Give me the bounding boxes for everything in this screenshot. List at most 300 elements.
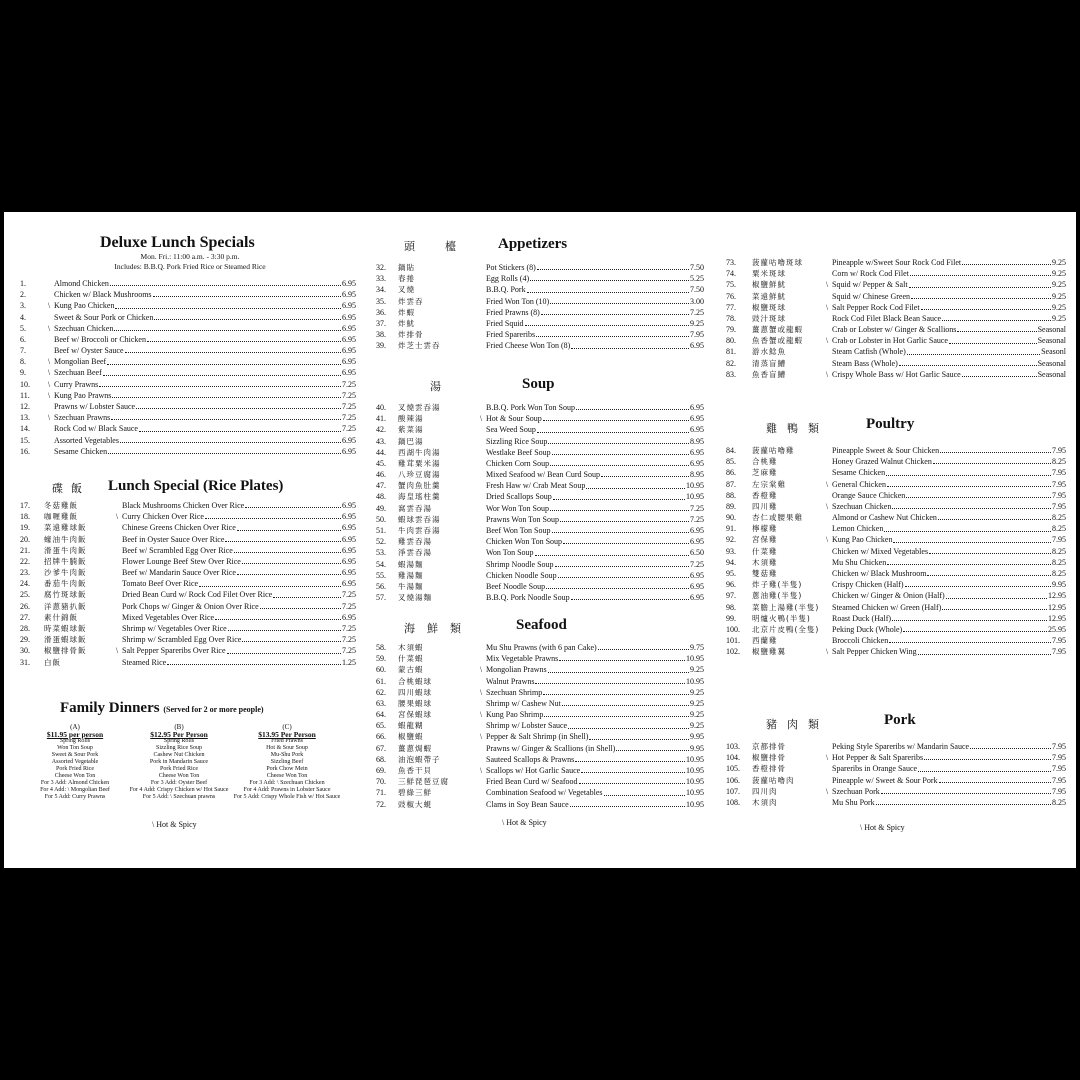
- item-number: 15.: [20, 435, 30, 445]
- dot-leader: [910, 275, 1051, 276]
- dot-leader: [199, 586, 341, 587]
- menu-item: [376, 525, 704, 536]
- family-col-b: [124, 724, 234, 801]
- item-price: 7.25: [342, 402, 356, 412]
- menu-item: [726, 646, 1066, 657]
- hot-spicy-icon: \: [115, 646, 119, 656]
- item-price: 7.25: [342, 624, 356, 634]
- item-number: 89.: [726, 501, 736, 511]
- item-name: Szechuan Beef: [54, 368, 102, 378]
- item-number: 5.: [20, 323, 26, 333]
- item-number: 14.: [20, 424, 30, 434]
- appetizers-cn-title: 頭檯: [404, 240, 486, 253]
- pork-list: [726, 741, 1066, 808]
- item-price: 6.95: [342, 545, 356, 555]
- item-price: 7.95: [1052, 647, 1066, 657]
- item-name: Salt Pepper Chicken Wing: [832, 647, 917, 657]
- family-package-price: $11.95 per person: [46, 730, 104, 739]
- item-chinese-name: 菠蘿咕嚕肉: [752, 775, 795, 785]
- item-number: 74.: [726, 269, 736, 279]
- lunch-special-cn-title: 碟飯: [52, 482, 90, 495]
- item-chinese-name: 檸檬雞: [752, 524, 778, 534]
- item-number: 66.: [376, 732, 386, 742]
- family-subtitle: (Served for 2 or more people): [163, 705, 264, 714]
- menu-item: [376, 514, 704, 525]
- item-number: 62.: [376, 687, 386, 697]
- item-name: Crab or Lobster w/ Ginger & Scallions: [832, 325, 957, 335]
- dot-leader: [942, 320, 1051, 321]
- item-number: 82.: [726, 358, 736, 368]
- item-price: 6.95: [690, 341, 704, 351]
- item-price: 7.95: [1052, 490, 1066, 500]
- item-name: Almond or Cashew Nut Chicken: [832, 513, 937, 523]
- dot-leader: [949, 343, 1037, 344]
- item-chinese-name: 蝦龍糊: [398, 721, 424, 731]
- menu-item: [376, 776, 704, 787]
- item-chinese-name: 八珍豆腐湯: [398, 470, 441, 480]
- item-number: 17.: [20, 500, 30, 510]
- item-price: 7.25: [342, 390, 356, 400]
- item-price: 6.95: [690, 570, 704, 580]
- item-chinese-name: 炸子雞(半隻): [752, 580, 803, 590]
- menu-item: [20, 578, 356, 589]
- item-price: 7.95: [690, 330, 704, 340]
- menu-item: [726, 557, 1066, 568]
- dot-leader: [546, 588, 689, 589]
- hot-spicy-icon: \: [825, 535, 829, 545]
- dot-leader: [940, 452, 1051, 453]
- item-chinese-name: 菠蘿咕嚕雞: [752, 445, 795, 455]
- item-name: Hot & Sour Soup: [486, 414, 542, 424]
- item-price: 6.95: [342, 523, 356, 533]
- item-number: 46.: [376, 470, 386, 480]
- family-package-item: Assorted Vegetable: [51, 759, 99, 765]
- item-chinese-name: 牛肉雲吞湯: [398, 526, 441, 536]
- menu-item: [20, 412, 356, 423]
- item-chinese-name: 薑蔥焗蝦: [398, 743, 432, 753]
- menu-item: [376, 307, 704, 318]
- hot-spicy-icon: \: [479, 665, 483, 675]
- menu-item: [376, 503, 704, 514]
- dot-leader: [537, 432, 689, 433]
- item-number: 50.: [376, 514, 386, 524]
- item-chinese-name: 杏仁或腰果雞: [752, 513, 803, 523]
- item-name: Squid w/ Chinese Green: [832, 291, 910, 301]
- item-chinese-name: 炸雲吞: [398, 296, 424, 306]
- item-number: 76.: [726, 291, 736, 301]
- item-name: Fried Spareribs: [486, 330, 536, 340]
- item-chinese-name: 炸芝士雲吞: [398, 341, 441, 351]
- hot-spicy-note-left: \ Hot & Spicy: [152, 820, 197, 829]
- menu-item: [376, 765, 704, 776]
- item-price: 10.95: [686, 788, 704, 798]
- item-name: Peking Duck (Whole): [832, 624, 903, 634]
- item-number: 39.: [376, 341, 386, 351]
- item-number: 3.: [20, 301, 26, 311]
- menu-item: [376, 436, 704, 447]
- item-number: 9.: [20, 368, 26, 378]
- hot-spicy-icon: \: [825, 753, 829, 763]
- dot-leader: [575, 761, 685, 762]
- item-number: 54.: [376, 559, 386, 569]
- family-package-item: For 5 Add: Crispy Whole Fish w/ Hot Sauce: [233, 794, 341, 800]
- hot-spicy-icon: \: [825, 501, 829, 511]
- item-name: Pot Stickers (8): [486, 262, 536, 272]
- menu-item: [20, 423, 356, 434]
- item-price: 7.25: [342, 635, 356, 645]
- menu-item: [20, 634, 356, 645]
- item-price: 7.25: [342, 590, 356, 600]
- item-name: Roast Duck (Half): [832, 613, 892, 623]
- item-number: 64.: [376, 710, 386, 720]
- menu-item: [20, 401, 356, 412]
- menu-item: [20, 379, 356, 390]
- hot-spicy-icon: \: [115, 512, 119, 522]
- menu-item: [726, 501, 1066, 512]
- item-price: 7.25: [690, 307, 704, 317]
- item-chinese-name: 窩雲吞湯: [398, 503, 432, 513]
- item-chinese-name: 雙菇雞: [752, 569, 778, 579]
- item-number: 103.: [726, 741, 740, 751]
- dot-leader: [558, 577, 689, 578]
- item-number: 58.: [376, 642, 386, 652]
- dot-leader: [537, 269, 689, 270]
- menu-item: [376, 732, 704, 743]
- item-number: 79.: [726, 325, 736, 335]
- lunch-special-title: Lunch Special (Rice Plates): [108, 478, 284, 494]
- item-chinese-name: 叉燒: [398, 285, 415, 295]
- dot-leader: [552, 454, 689, 455]
- item-chinese-name: 腰果蝦球: [398, 698, 432, 708]
- item-price: 6.95: [342, 323, 356, 333]
- fish-list: [726, 257, 1066, 380]
- item-price: 3.00: [690, 296, 704, 306]
- item-number: 75.: [726, 280, 736, 290]
- item-chinese-name: 時菜蝦球飯: [44, 624, 87, 634]
- item-number: 25.: [20, 590, 30, 600]
- dot-leader: [559, 660, 685, 661]
- item-number: 10.: [20, 379, 30, 389]
- menu-item: [726, 797, 1066, 808]
- item-name: B.B.Q. Pork Won Ton Soup: [486, 402, 575, 412]
- item-price: 9.25: [1052, 269, 1066, 279]
- family-package-item: Pork Fried Rice: [56, 766, 94, 772]
- item-number: 88.: [726, 490, 736, 500]
- menu-item: [376, 469, 704, 480]
- item-name: Lemon Chicken: [832, 524, 884, 534]
- menu-item: [726, 590, 1066, 601]
- item-chinese-name: 春捲: [398, 274, 415, 284]
- item-price: 6.95: [342, 556, 356, 566]
- dot-leader: [970, 748, 1051, 749]
- deluxe-hours: Mon. Fri.: 11:00 a.m. - 3:30 p.m.: [140, 252, 240, 261]
- item-price: 5.25: [690, 274, 704, 284]
- item-name: Spareribs in Orange Sauce: [832, 764, 918, 774]
- appetizers-title: Appetizers: [498, 236, 568, 252]
- family-package-item: Won Ton Soup: [57, 745, 93, 751]
- item-name: Szechuan Prawns: [54, 413, 111, 423]
- item-price: 7.95: [1052, 775, 1066, 785]
- item-number: 106.: [726, 775, 740, 785]
- item-chinese-name: 滑蛋牛肉飯: [44, 545, 87, 555]
- dot-leader: [139, 431, 341, 432]
- dot-leader: [550, 303, 689, 304]
- item-price: 9.25: [690, 710, 704, 720]
- item-name: Szechuan Shrimp: [486, 687, 543, 697]
- item-price: 8.25: [1052, 524, 1066, 534]
- menu-item: [20, 278, 356, 289]
- family-package-label: (A): [70, 723, 80, 731]
- item-chinese-name: 雞雲吞湯: [398, 537, 432, 547]
- item-price: 7.95: [1052, 786, 1066, 796]
- seafood-cn-title: 海鮮類: [404, 622, 473, 635]
- item-name: Tomato Beef Over Rice: [122, 579, 199, 589]
- family-package-item: Spring Rolls: [163, 738, 195, 744]
- item-chinese-name: 雞湯麵: [398, 570, 424, 580]
- family-package-item: Pork Fried Rice: [160, 766, 198, 772]
- item-name: Kung Pao Shrimp: [486, 710, 544, 720]
- hot-spicy-icon: \: [479, 687, 483, 697]
- item-number: 42.: [376, 425, 386, 435]
- item-name: Shrimp w/ Lobster Sauce: [486, 721, 568, 731]
- item-number: 32.: [376, 262, 386, 272]
- dot-leader: [957, 331, 1036, 332]
- dot-leader: [237, 574, 341, 575]
- item-price: 6.95: [342, 500, 356, 510]
- item-number: 31.: [20, 657, 30, 667]
- menu-item: [726, 456, 1066, 467]
- item-price: Seasonal: [1037, 325, 1066, 335]
- item-name: General Chicken: [832, 479, 886, 489]
- menu-item: [376, 787, 704, 798]
- item-chinese-name: 明爐火鴨(半隻): [752, 613, 811, 623]
- item-number: 6.: [20, 334, 26, 344]
- dot-leader: [911, 298, 1051, 299]
- item-name: Fried Squid: [486, 318, 524, 328]
- item-chinese-name: 紫菜湯: [398, 425, 424, 435]
- item-chinese-name: 清蒸盲鰽: [752, 358, 786, 368]
- item-price: 6.95: [690, 537, 704, 547]
- item-name: Wor Won Ton Soup: [486, 503, 549, 513]
- hot-spicy-icon: \: [47, 301, 51, 311]
- dot-leader: [225, 541, 341, 542]
- item-price: 9.25: [690, 698, 704, 708]
- pork-cn-title: 豬肉類: [766, 718, 829, 731]
- item-chinese-name: 菜膽上湯雞(半隻): [752, 602, 820, 612]
- dot-leader: [108, 453, 341, 454]
- dot-leader: [568, 728, 689, 729]
- menu-item: [376, 296, 704, 307]
- menu-item: [726, 523, 1066, 534]
- poultry-list: [726, 445, 1066, 658]
- item-chinese-name: 叉燒湯麵: [398, 593, 432, 603]
- item-price: 9.25: [1052, 302, 1066, 312]
- item-price: 25.95: [1048, 624, 1066, 634]
- item-name: Mongolian Prawns: [486, 665, 547, 675]
- menu-item: [376, 743, 704, 754]
- item-number: 19.: [20, 523, 30, 533]
- menu-item: [726, 257, 1066, 268]
- dot-leader: [884, 531, 1051, 532]
- item-price: 12.95: [1048, 591, 1066, 601]
- family-package-item: For 5 Add: Curry Prawns: [44, 794, 106, 800]
- item-chinese-name: 什菜雞: [752, 546, 778, 556]
- item-number: 80.: [726, 336, 736, 346]
- item-name: Sauteed Scallops & Prawns: [486, 754, 575, 764]
- family-package-item: For 4 Add: \ Mongolian Beef: [40, 787, 110, 793]
- hot-spicy-note-right: \ Hot & Spicy: [860, 823, 905, 832]
- menu-item: [726, 568, 1066, 579]
- menu-item: [726, 479, 1066, 490]
- menu-item: [376, 570, 704, 581]
- menu-item: [20, 368, 356, 379]
- item-chinese-name: 滑蛋蝦球飯: [44, 635, 87, 645]
- menu-item: [726, 579, 1066, 590]
- item-price: 10.95: [686, 754, 704, 764]
- family-package-item: Fried Prawns: [271, 738, 303, 744]
- item-price: 10.95: [686, 492, 704, 502]
- item-number: 52.: [376, 537, 386, 547]
- dot-leader: [245, 507, 341, 508]
- dot-leader: [550, 465, 689, 466]
- item-number: 67.: [376, 743, 386, 753]
- menu-item: [376, 709, 704, 720]
- dot-leader: [548, 443, 689, 444]
- item-price: 7.95: [1052, 764, 1066, 774]
- hot-spicy-icon: \: [479, 414, 483, 424]
- item-name: Honey Grazed Walnut Chicken: [832, 457, 932, 467]
- item-name: Beef Noodle Soup: [486, 581, 546, 591]
- item-chinese-name: 冬菇雞飯: [44, 500, 78, 510]
- item-price: 6.95: [342, 568, 356, 578]
- family-title: [60, 700, 264, 717]
- dot-leader: [167, 664, 341, 665]
- item-number: 65.: [376, 721, 386, 731]
- menu-item: [376, 402, 704, 413]
- item-name: Rock Cod w/ Black Sauce: [54, 424, 138, 434]
- item-name: Beef Won Ton Soup: [486, 526, 551, 536]
- menu-item: [376, 458, 704, 469]
- item-name: Sea Weed Soup: [486, 425, 536, 435]
- item-name: Hot Pepper & Salt Spareribs: [832, 753, 924, 763]
- item-name: Chicken w/ Black Mushrooms: [54, 290, 152, 300]
- item-price: 9.95: [690, 732, 704, 742]
- item-price: 9.95: [690, 743, 704, 753]
- item-chinese-name: 京都排骨: [752, 741, 786, 751]
- item-number: 100.: [726, 624, 740, 634]
- dot-leader: [616, 750, 689, 751]
- poultry-cn-title: 雞鴨類: [766, 422, 829, 435]
- dot-leader: [153, 296, 341, 297]
- item-chinese-name: 牛湯麵: [398, 581, 424, 591]
- item-name: Clams in Soy Bean Sauce: [486, 799, 569, 809]
- item-price: 6.95: [342, 512, 356, 522]
- item-chinese-name: 招牌牛腩飯: [44, 556, 87, 566]
- item-number: 102.: [726, 647, 740, 657]
- menu-item: [20, 522, 356, 533]
- item-chinese-name: 炸排骨: [398, 330, 424, 340]
- item-price: 7.25: [342, 601, 356, 611]
- dot-leader: [918, 771, 1051, 772]
- item-number: 60.: [376, 665, 386, 675]
- item-name: B.B.Q. Pork Noodle Soup: [486, 593, 570, 603]
- item-number: 101.: [726, 636, 740, 646]
- item-number: 94.: [726, 557, 736, 567]
- item-number: 18.: [20, 512, 30, 522]
- item-chinese-name: 北京片皮鴨(全隻): [752, 624, 820, 634]
- lunch-special-list: [20, 500, 356, 668]
- menu-item: [376, 273, 704, 284]
- item-name: Mu Shu Pork: [832, 797, 875, 807]
- dot-leader: [598, 649, 689, 650]
- item-chinese-name: 四川肉: [752, 786, 778, 796]
- item-chinese-name: 魚香蟹或龍蝦: [752, 336, 803, 346]
- item-price: 10.95: [686, 654, 704, 664]
- soup-cn-title: 湯: [430, 380, 449, 393]
- item-name: Pineapple w/ Sweet & Sour Pork: [832, 775, 938, 785]
- hot-spicy-icon: \: [479, 710, 483, 720]
- item-number: 20.: [20, 534, 30, 544]
- family-package-label: (C): [282, 723, 292, 731]
- family-package-item: Mu-Shu Pork: [270, 752, 304, 758]
- item-number: 16.: [20, 446, 30, 456]
- dot-leader: [889, 642, 1051, 643]
- item-price: 7.95: [1052, 479, 1066, 489]
- item-name: B.B.Q. Pork: [486, 285, 526, 295]
- item-name: Orange Sauce Chicken: [832, 490, 906, 500]
- menu-item: [726, 512, 1066, 523]
- item-price: 9.25: [690, 721, 704, 731]
- menu-item: [726, 535, 1066, 546]
- item-name: Mongolian Beef: [54, 357, 107, 367]
- menu-item: [726, 613, 1066, 624]
- item-number: 33.: [376, 274, 386, 284]
- item-chinese-name: 素什錦飯: [44, 612, 78, 622]
- item-price: 7.50: [690, 285, 704, 295]
- menu-item: [376, 424, 704, 435]
- family-package-item: Hot & Sour Soup: [266, 745, 308, 751]
- item-name: Pineapple w/Sweet Sour Rock Cod Filet: [832, 257, 962, 267]
- item-price: 7.25: [690, 559, 704, 569]
- menu-item: [376, 559, 704, 570]
- item-name: Mixed Vegetables Over Rice: [122, 612, 215, 622]
- item-chinese-name: 合桃雞: [752, 457, 778, 467]
- dot-leader: [527, 292, 689, 293]
- dot-leader: [899, 365, 1037, 366]
- item-price: 6.95: [342, 446, 356, 456]
- item-name: Chicken Corn Soup: [486, 458, 550, 468]
- dot-leader: [111, 419, 341, 420]
- item-price: 7.95: [1052, 636, 1066, 646]
- item-chinese-name: 蝦湯麵: [398, 559, 424, 569]
- dot-leader: [535, 683, 685, 684]
- family-package-item: Cashew Nut Chicken: [153, 752, 205, 758]
- menu-item: [376, 592, 704, 603]
- menu-item: [20, 612, 356, 623]
- item-price: Seasonal: [1037, 369, 1066, 379]
- item-price: 1.25: [342, 657, 356, 667]
- dot-leader: [136, 408, 341, 409]
- menu-item: [20, 657, 356, 668]
- menu-item: [20, 334, 356, 345]
- menu-item: [20, 623, 356, 634]
- item-name: Squid w/ Pepper & Salt: [832, 280, 908, 290]
- menu-item: [20, 567, 356, 578]
- item-chinese-name: 宮保雞: [752, 535, 778, 545]
- pork-title: Pork: [884, 712, 916, 728]
- item-price: 8.25: [1052, 569, 1066, 579]
- dot-leader: [110, 285, 341, 286]
